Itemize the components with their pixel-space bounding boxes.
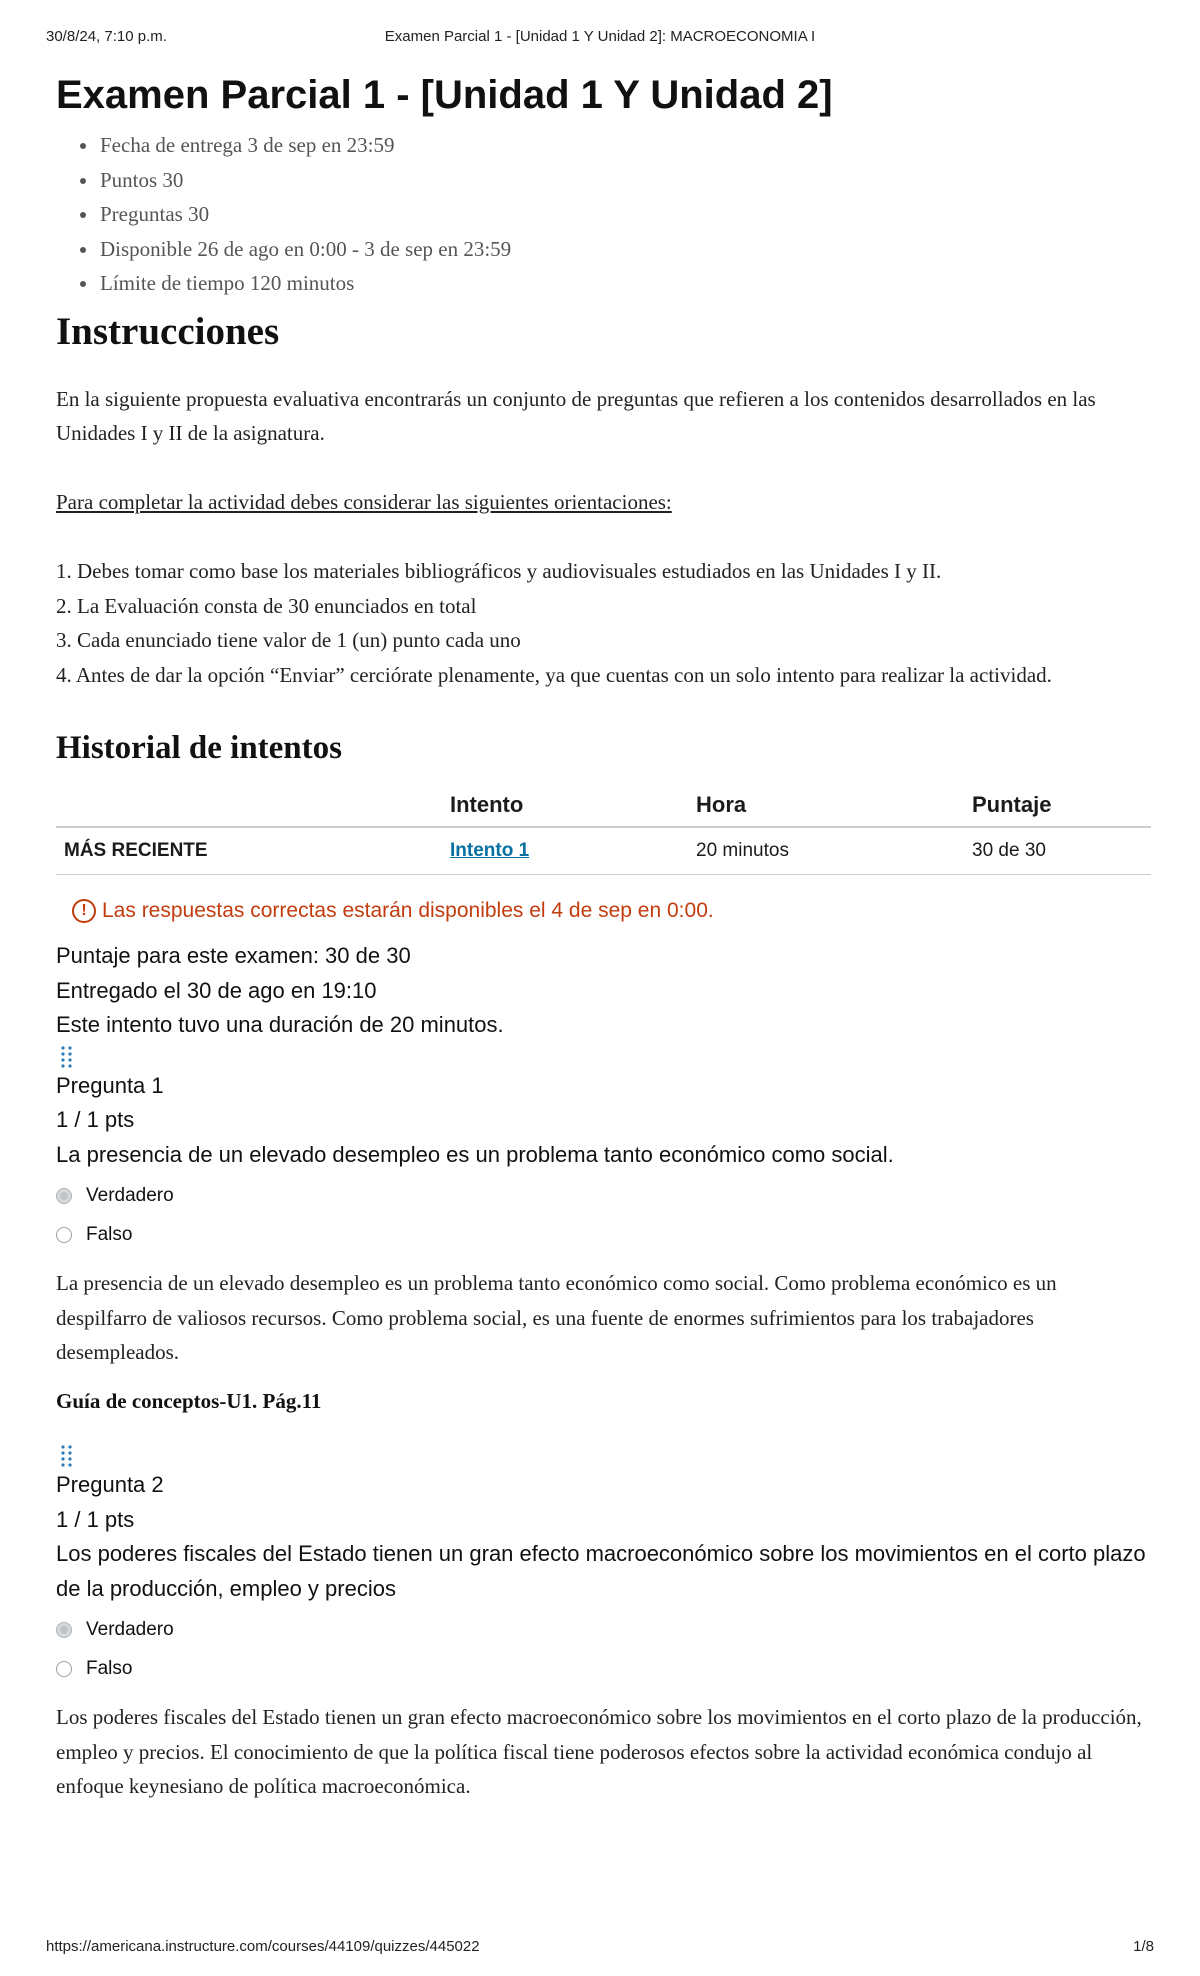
attempt-history-table xyxy=(56,784,1151,875)
instructions-intro: En la siguiente propuesta evaluativa encontrarás un conjunto de preguntas que refieren a los contenidos desarrollados en las Unidades I y II de la asignatura. xyxy=(56,386,1096,445)
question-explanation: La presencia de un elevado desempleo es un problema tanto económico como social. Como problema económico es un despilfarro de valiosos recursos. Como problema social, es una fuente de enormes sufrimientos para los trabajadores desempleados. xyxy=(56,1271,1057,1364)
print-title: Examen Parcial 1 - [Unidad 1 Y Unidad 2]: MACROECONOMIA I xyxy=(384,28,816,45)
instruction-item: 3. Cada enunciado tiene valor de 1 (un) punto cada uno xyxy=(56,628,521,652)
question-reference: Guía de conceptos-U1. Pág.11 xyxy=(56,1388,322,1413)
print-footer xyxy=(46,1938,1154,1958)
table-header-row xyxy=(56,784,1151,827)
attempt-link[interactable]: Intento 1 xyxy=(450,840,530,861)
attempt-score: 30 de 30 xyxy=(964,827,1151,875)
due-date: Fecha de entrega 3 de sep en 23:59 xyxy=(100,128,1151,163)
page-url: https://americana.instructure.com/courses/44109/quizzes/445022 xyxy=(46,1938,480,1955)
latest-label: MÁS RECIENTE xyxy=(56,827,442,875)
quiz-details xyxy=(56,128,1151,301)
attempt-time: 20 minutos xyxy=(688,827,964,875)
question-points: 1 / 1 pts xyxy=(56,1506,135,1532)
answer-option xyxy=(56,1649,1151,1688)
question-points: 1 / 1 pts xyxy=(56,1107,135,1132)
answers-availability-notice xyxy=(72,897,1151,925)
question-2 xyxy=(56,1444,1151,1804)
column-header: Puntaje xyxy=(964,784,1151,827)
column-header: Intento xyxy=(442,784,688,827)
radio-selected xyxy=(56,1188,72,1204)
column-header: Hora xyxy=(688,784,964,827)
instruction-item: 1. Debes tomar como base los materiales bibliográficos y audiovisuales estudiados en las Unidades I y II. xyxy=(56,559,942,583)
points: Puntos 30 xyxy=(100,163,1151,198)
question-text: La presencia de un elevado desempleo es un problema tanto económico como social. xyxy=(56,1141,894,1167)
submitted-at: Entregado el 30 de ago en 19:10 xyxy=(56,977,377,1003)
answer-option xyxy=(56,1610,1151,1649)
answer-label: Verdadero xyxy=(86,1185,174,1206)
print-date: 30/8/24, 7:10 p.m. xyxy=(46,28,167,45)
instructions-body xyxy=(56,382,1151,693)
drag-handle-icon[interactable] xyxy=(60,1444,74,1468)
page-title: Examen Parcial 1 - [Unidad 1 Y Unidad 2] xyxy=(56,73,833,117)
history-heading: Historial de intentos xyxy=(56,730,342,766)
radio-unselected xyxy=(56,1661,72,1677)
table-row xyxy=(56,827,1151,875)
print-header xyxy=(46,28,1154,48)
alert-icon: ! xyxy=(72,899,96,923)
answer-option xyxy=(56,1215,1151,1254)
attempt-duration: Este intento tuvo una duración de 20 minutos. xyxy=(56,1012,504,1037)
question-count: Preguntas 30 xyxy=(100,197,1151,232)
answer-label: Falso xyxy=(86,1224,133,1245)
notice-text: Las respuestas correctas estarán disponibles el 4 de sep en 0:00. xyxy=(102,899,714,922)
page-number: 1/8 xyxy=(1133,1938,1154,1955)
answer-label: Falso xyxy=(86,1658,133,1679)
quiz-score: Puntaje para este examen: 30 de 30 xyxy=(56,943,411,968)
answer-label: Verdadero xyxy=(86,1619,174,1640)
instructions-heading: Instrucciones xyxy=(56,309,280,353)
instruction-item: 4. Antes de dar la opción “Enviar” cerciórate plenamente, ya que cuentas con un solo intento para realizar la actividad. xyxy=(56,662,1052,687)
answer-option xyxy=(56,1176,1151,1215)
question-title: Pregunta 2 xyxy=(56,1472,164,1497)
question-explanation: Los poderes fiscales del Estado tienen un gran efecto macroeconómico sobre los movimientos en el corto plazo de la producción, empleo y precios. El conocimiento de que la política fiscal tiene poderosos efectos sobre la actividad económica condujo al enfoque keynesiano de política macroeconómica. xyxy=(56,1705,1142,1798)
instruction-item: 2. La Evaluación consta de 30 enunciados en total xyxy=(56,593,477,618)
submission-summary xyxy=(56,939,1151,1043)
quiz-content xyxy=(56,68,1151,1804)
availability: Disponible 26 de ago en 0:00 - 3 de sep en 23:59 xyxy=(100,232,1151,267)
drag-handle-icon[interactable] xyxy=(60,1045,74,1069)
column-header xyxy=(56,784,442,827)
radio-selected xyxy=(56,1622,72,1638)
question-1 xyxy=(56,1045,1151,1419)
radio-unselected xyxy=(56,1227,72,1243)
orientations-label: Para completar la actividad debes considerar las siguientes orientaciones: xyxy=(56,490,672,514)
time-limit: Límite de tiempo 120 minutos xyxy=(100,266,1151,301)
question-title: Pregunta 1 xyxy=(56,1072,164,1098)
question-text: Los poderes fiscales del Estado tienen un gran efecto macroeconómico sobre los movimientos en el corto plazo de la producción, empleo y precios xyxy=(56,1541,1146,1601)
